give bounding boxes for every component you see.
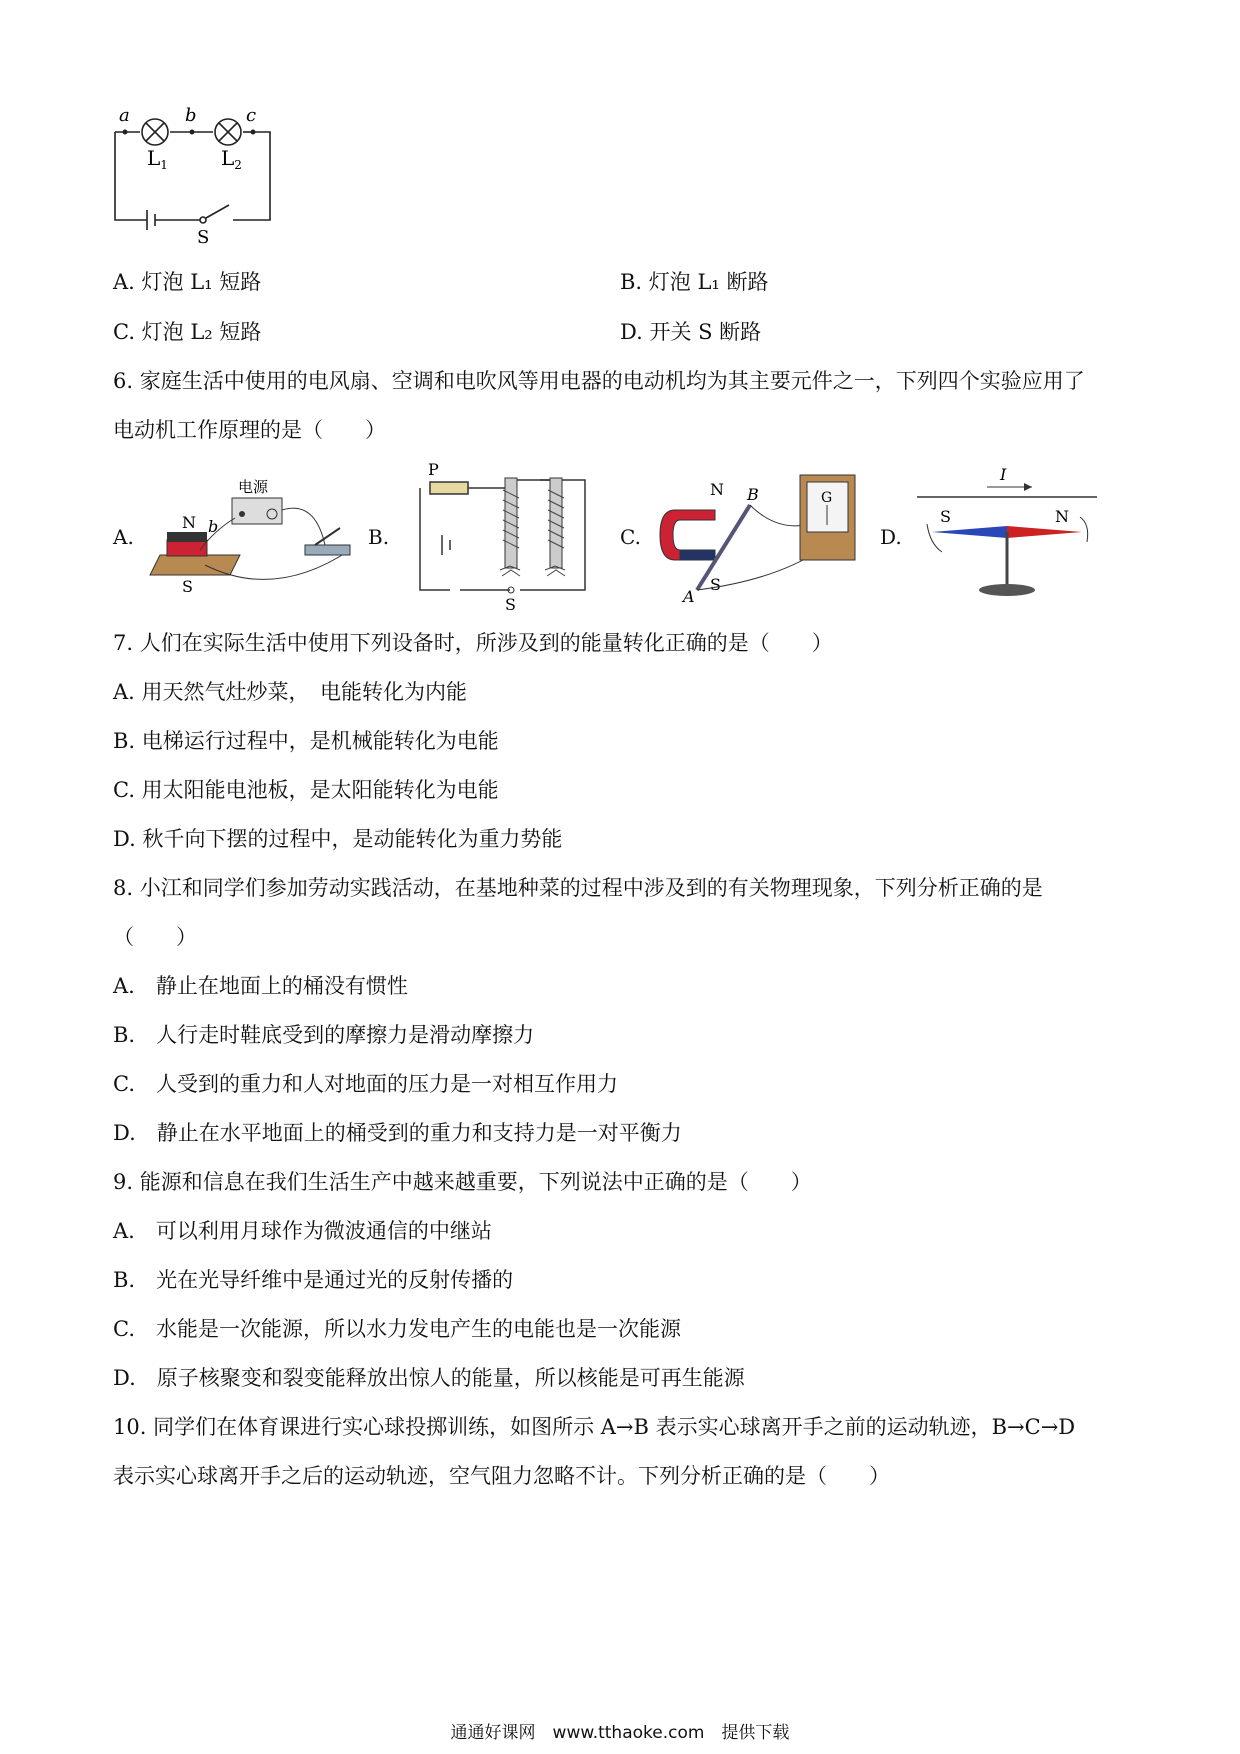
switch-label: S (197, 227, 210, 245)
q9-option-d: D. 原子核聚变和裂变能释放出惊人的能量，所以核能是可再生能源 (113, 1366, 745, 1390)
fig-d-i-label: I (1000, 465, 1007, 484)
q5-option-b: B. 灯泡 L₁ 断路 (620, 270, 769, 294)
q8-option-c: C. 人受到的重力和人对地面的压力是一对相互作用力 (113, 1072, 618, 1096)
q9-option-b: B. 光在光导纤维中是通过光的反射传播的 (113, 1268, 514, 1292)
q5-option-a: A. 灯泡 L₁ 短路 (113, 270, 262, 294)
q8-stem-line1: 8. 小江和同学们参加劳动实践活动，在基地种菜的过程中涉及到的有关物理现象，下列分析正确的是 (113, 876, 1043, 900)
fig-c-b-label: B (747, 485, 759, 504)
fig-c-n-label: N (710, 480, 724, 499)
q7-option-b: B. 电梯运行过程中，是机械能转化为电能 (113, 729, 499, 753)
fig-b-s-label: S (505, 595, 516, 610)
q6-fig-b-label: B. (368, 525, 390, 549)
q7-stem: 7. 人们在实际生活中使用下列设备时，所涉及到的能量转化正确的是（ ） (113, 631, 833, 655)
point-a-label: a (119, 105, 130, 126)
circuit-figure (105, 105, 305, 245)
fig-c-g-label: G (821, 490, 833, 506)
lamp2-label: $L_2$ (221, 146, 242, 172)
q6-figure-d (912, 462, 1102, 607)
fig-a-n-label: N (182, 513, 196, 532)
circuit-diagram (105, 105, 305, 245)
fig-d-s-label: S (940, 507, 951, 526)
q9-option-c: C. 水能是一次能源，所以水力发电产生的电能也是一次能源 (113, 1317, 681, 1341)
q8-stem-line2: （ ） (113, 925, 197, 949)
q7-option-a: A. 用天然气灶炒菜， 电能转化为内能 (113, 680, 468, 704)
q6-figure-c (655, 470, 865, 605)
q6-figure-a (145, 470, 365, 595)
q6-fig-d-label: D. (880, 525, 902, 549)
q6-stem-line1: 6. 家庭生活中使用的电风扇、空调和电吹风等用电器的电动机均为其主要元件之一，下列四个实验应用了 (113, 369, 1085, 393)
page-footer: 通通好课网 www.tthaoke.com 提供下载 (450, 1723, 790, 1743)
q9-option-a: A. 可以利用月球作为微波通信的中继站 (113, 1219, 492, 1243)
q9-stem: 9. 能源和信息在我们生活生产中越来越重要，下列说法中正确的是（ ） (113, 1170, 812, 1194)
q10-stem-line2: 表示实心球离开手之后的运动轨迹，空气阻力忽略不计。下列分析正确的是（ ） (113, 1464, 890, 1488)
point-b-label: b (185, 105, 197, 126)
q6-figure-b (400, 460, 590, 610)
fig-a-s-label: S (182, 577, 193, 595)
fig-a-power-label: 电源 (238, 478, 269, 496)
q7-option-d: D. 秋千向下摆的过程中，是动能转化为重力势能 (113, 827, 563, 851)
fig-b-p-label: P (428, 460, 439, 479)
q5-option-c: C. 灯泡 L₂ 短路 (113, 320, 262, 344)
fig-c-s-label: S (710, 575, 721, 594)
q8-option-b: B. 人行走时鞋底受到的摩擦力是滑动摩擦力 (113, 1023, 535, 1047)
lamp1-label: $L_1$ (147, 146, 168, 172)
point-c-label: c (246, 105, 257, 126)
q8-option-d: D. 静止在水平地面上的桶受到的重力和支持力是一对平衡力 (113, 1121, 682, 1145)
q6-fig-a-label: A. (113, 525, 134, 549)
q6-stem-line2: 电动机工作原理的是（ ） (113, 418, 386, 442)
q8-option-a: A. 静止在地面上的桶没有惯性 (113, 974, 408, 998)
q10-stem-line1: 10. 同学们在体育课进行实心球投掷训练，如图所示 A→B 表示实心球离开手之前的运动轨迹，B→C→D (113, 1415, 1076, 1439)
fig-d-n-label: N (1055, 507, 1069, 526)
fig-a-b-label: b (208, 517, 219, 536)
fig-c-a-label: A (683, 587, 695, 605)
q7-option-c: C. 用太阳能电池板，是太阳能转化为电能 (113, 778, 499, 802)
q5-option-d: D. 开关 S 断路 (620, 320, 762, 344)
q6-fig-c-label: C. (620, 525, 641, 549)
